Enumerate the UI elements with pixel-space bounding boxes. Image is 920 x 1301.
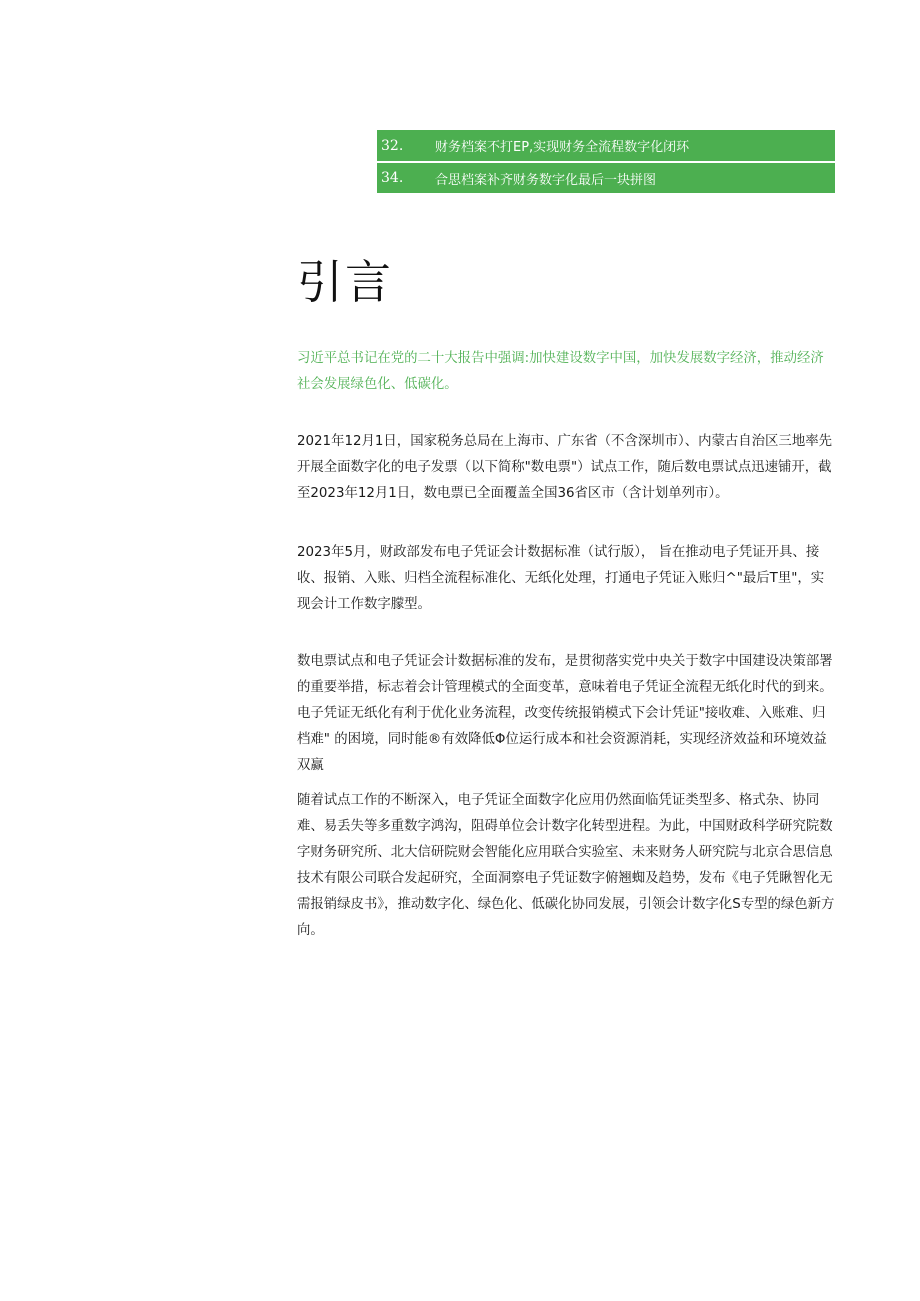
body-paragraph: 随着试点工作的不断深入，电子凭证全面数字化应用仍然面临凭证类型多、格式杂、协同难、易丢失等多重数字鸿沟，阻碍单位会计数字化转型进程。为此，中国财政科学研究院数字财务研究所、北大信研院财会智能化应用联合实验室、未来财务人研究院与北京合思信息技术有限公司联合发起研究，全面洞察电子凭证数字俯翘蜘及趋势，发布《电子凭瞅智化无需报销绿皮书》，推动数字化、绿色化、低碳化协同发展，引领会计数字化S专型的绿色新方向。 [297, 793, 835, 938]
body-paragraph: 2023年5月，财政部发布电子凭证会计数据标准（试行版）， 旨在推动电子凭证开具、接收、报销、入账、归档全流程标准化、无纸化处理，打通电子凭证入账归^"最后T里"，实现会计工作数字朦型。 [297, 545, 825, 612]
toc-item-title: 合思档案补齐财务数字化最后一块拼图 [435, 172, 657, 188]
table-of-contents [377, 130, 835, 195]
toc-page-number: 34. [381, 170, 404, 186]
toc-item[interactable] [377, 163, 835, 193]
body-paragraph: 2021年12月1日，国家税务总局在上海市、广东省（不含深圳市）、内蒙古自治区三地率先开展全面数字化的电子发票（以下简称"数电票"）试点工作，随后数电票试点迅速铺开，截至2023年12月1日，数电票已全面覆盖全国36省区市（含计划单列市）。 [297, 434, 832, 501]
toc-page-number: 32. [381, 137, 404, 154]
toc-item-title: 财务档案不打EP,实现财务全流程数字化闭环 [435, 140, 690, 155]
intro-quote: 习近平总书记在党的二十大报告中强调:加快建设数字中国，加快发展数字经济，推动经济社会发展绿色化、低碳化。 [297, 351, 824, 392]
section-heading: 引言 [297, 255, 393, 309]
body-paragraph: 数电票试点和电子凭证会计数据标准的发布，是贯彻落实党中央关于数字中国建设决策部署的重要举措，标志着会计管理模式的全面变革，意味着电子凭证全流程无纸化时代的到来。电子凭证无纸化有利于优化业务流程，改变传统报销模式下会计凭证"接收难、入账难、归档难" 的困境，同时能®有效降低Φ位运行成本和社会资源消耗，实现经济效益和环境效益双赢 [297, 654, 833, 773]
toc-item[interactable] [377, 130, 835, 161]
